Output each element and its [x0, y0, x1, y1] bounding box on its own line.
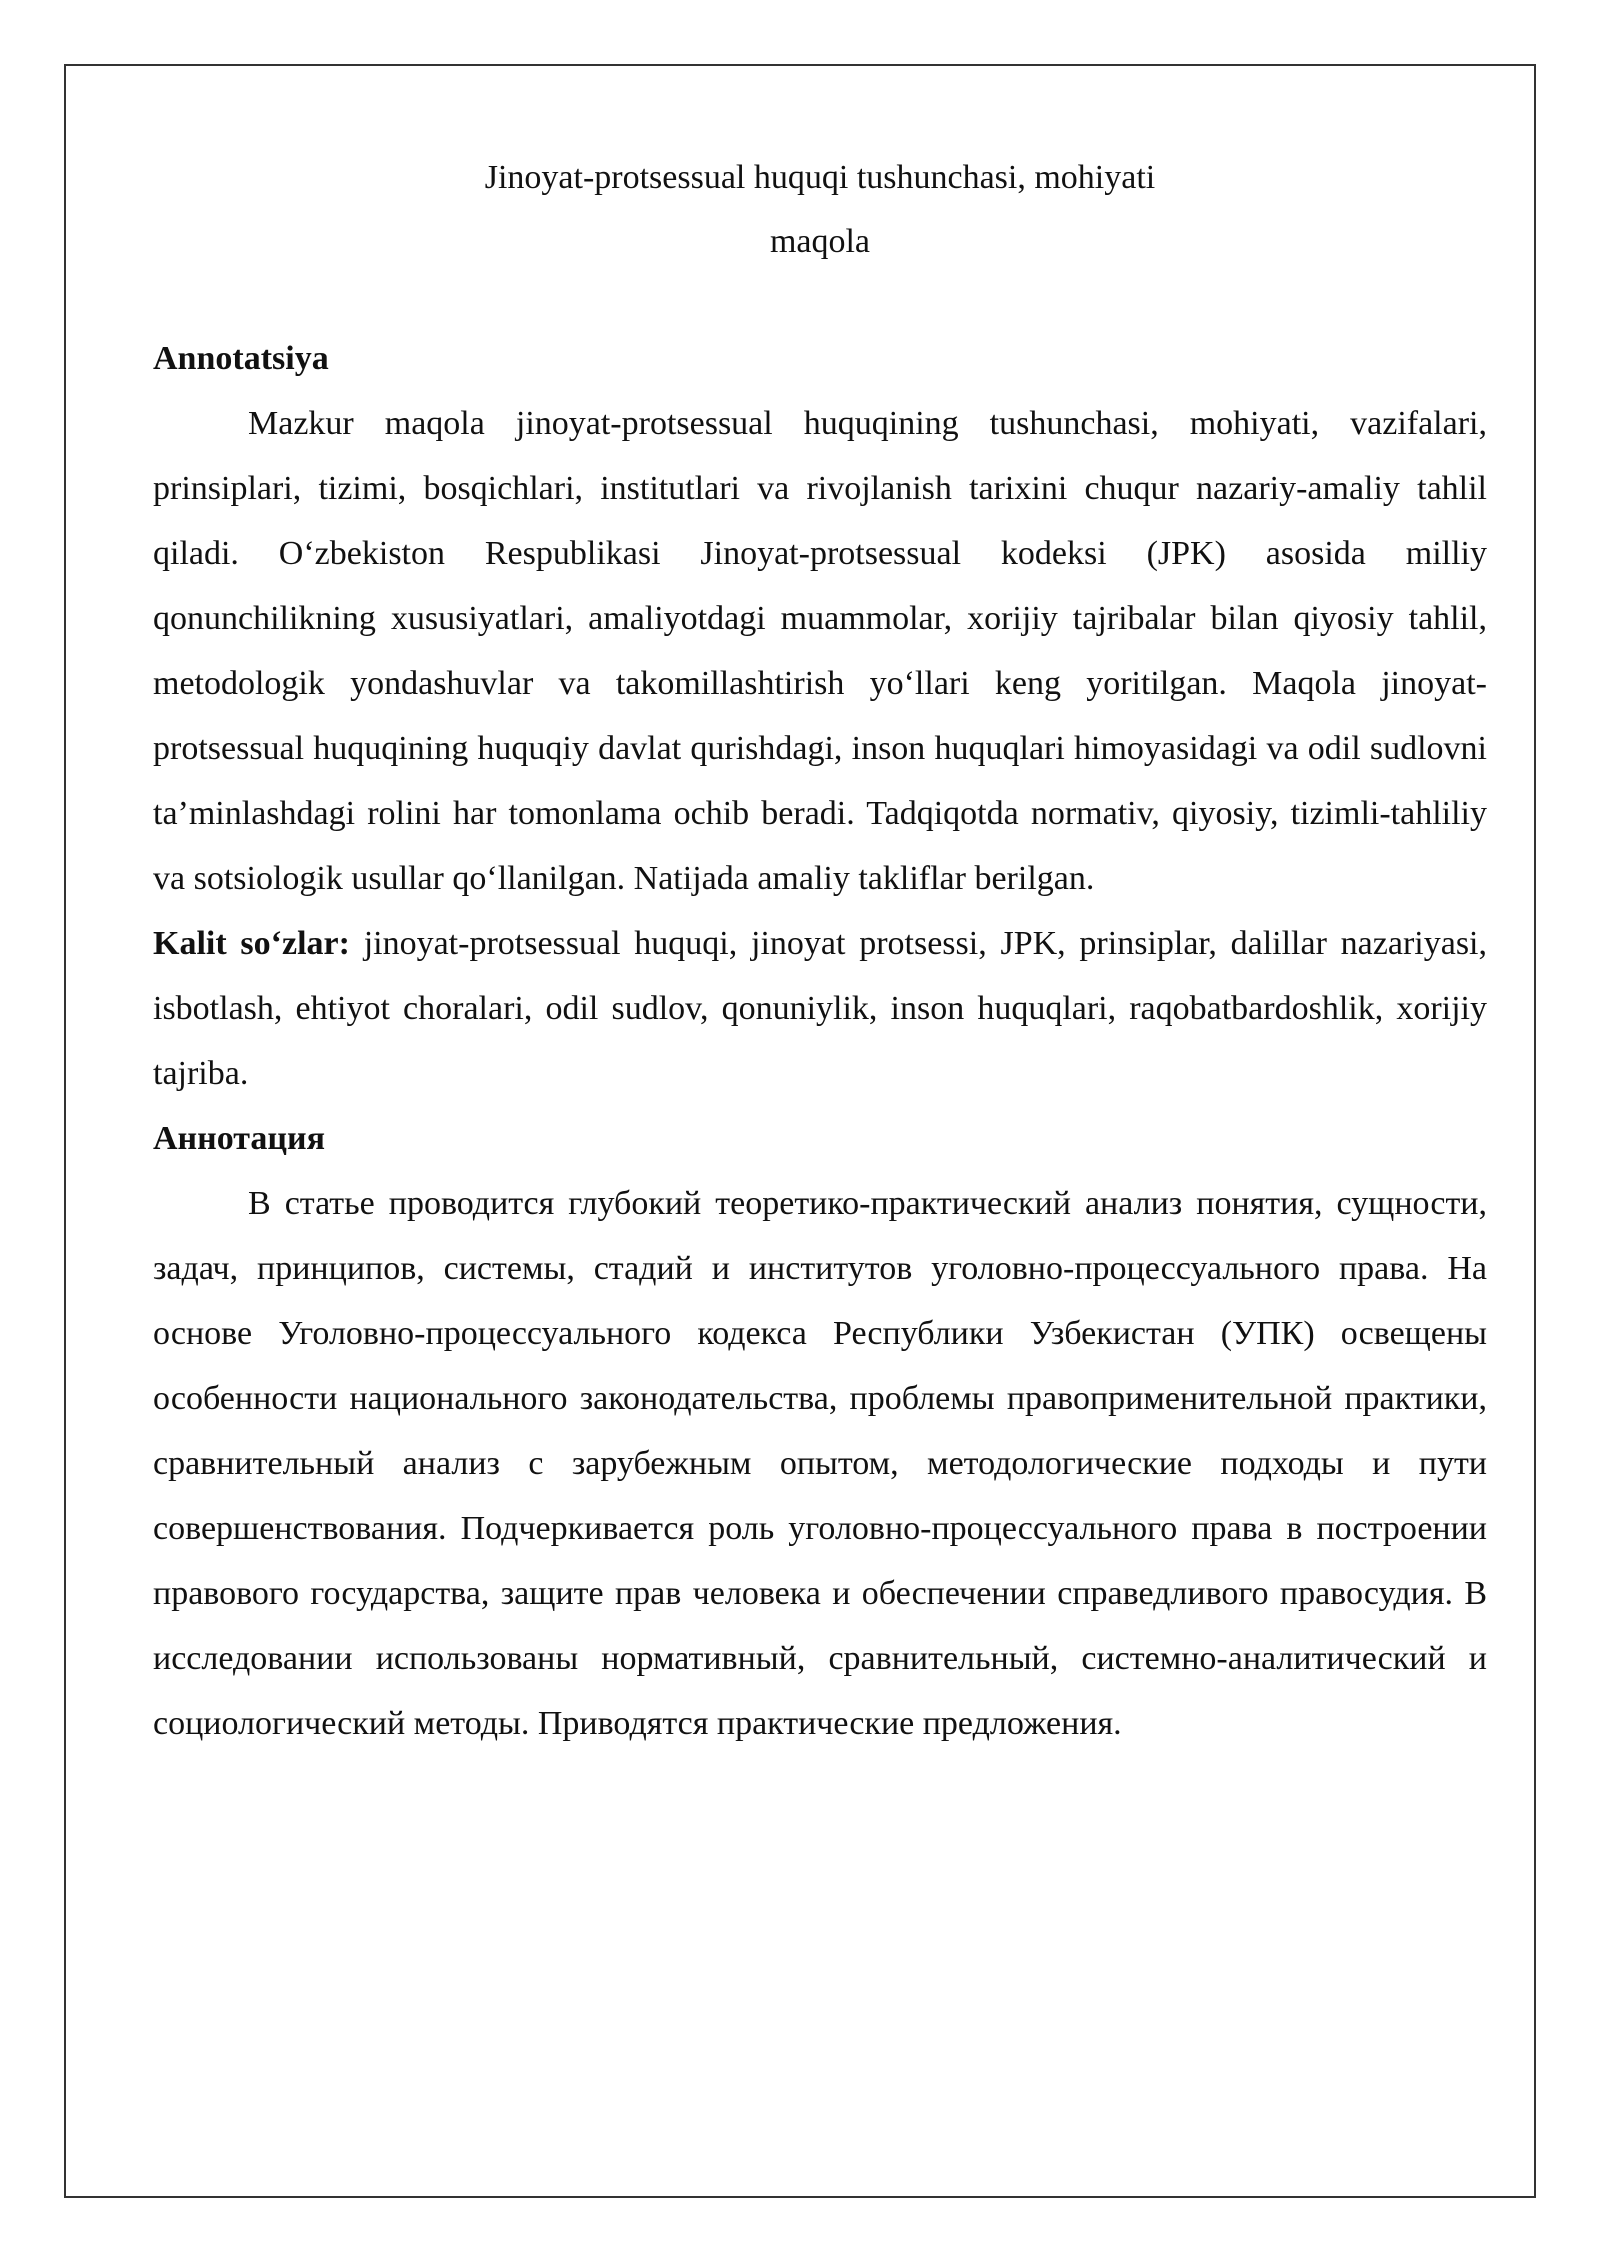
document-body: [153, 146, 1487, 1756]
keywords-text: jinoyat-protsessual huquqi, jinoyat protsessi, JPK, prinsiplar, dalillar nazariyasi, isbotlash, ehtiyot choralari, odil sudlov, qonuniylik, inson huquqlari, raqobatbardoshlik, xorijiy tajriba.: [153, 925, 1487, 1092]
ru-abstract-heading: Аннотация: [153, 1120, 325, 1157]
uz-abstract-heading: Annotatsiya: [153, 340, 329, 377]
document-subtitle: maqola: [769, 223, 871, 260]
document-title: Jinoyat-protsessual huquqi tushunchasi, mohiyati: [484, 159, 1156, 196]
ru-abstract-text: В статье проводится глубокий теоретико-практический анализ понятия, сущности, задач, принципов, системы, стадий и институтов уголовно-процессуального права. На основе Уголовно-процессуального кодекса Республики Узбекистан (УПК) освещены особенности национального законодательства, проблемы правоприменительной практики, сравнительный анализ с зарубежным опытом, методологические подходы и пути совершенствования. Подчеркивается роль уголовно-процессуального права в построении правового государства, защите прав человека и обеспечении справедливого правосудия. В исследовании использованы нормативный, сравнительный, системно-аналитический и социологический методы. Приводятся практические предложения.: [153, 1185, 1487, 1742]
uz-abstract-text: Mazkur maqola jinoyat-protsessual huquqining tushunchasi, mohiyati, vazifalari, prinsiplari, tizimi, bosqichlari, institutlari va rivojlanish tarixini chuqur nazariy-amaliy tahlil qiladi. O‘zbekiston Respublikasi Jinoyat-protsessual kodeksi (JPK) asosida milliy qonunchilikning xususiyatlari, amaliyotdagi muammolar, xorijiy tajribalar bilan qiyosiy tahlil, metodologik yondashuvlar va takomillashtirish yo‘llari keng yoritilgan. Maqola jinoyat-protsessual huquqining huquqiy davlat qurishdagi, inson huquqlari himoyasidagi va odil sudlovni ta’minlashdagi rolini har tomonlama ochib beradi. Tadqiqotda normativ, qiyosiy, tizimli-tahliliy va sotsiologik usullar qo‘llanilgan. Natijada amaliy takliflar berilgan.: [153, 405, 1487, 897]
keywords-paragraph: [153, 911, 1487, 1106]
title-block: [153, 146, 1487, 274]
keywords-label: Kalit so‘zlar:: [153, 925, 350, 962]
